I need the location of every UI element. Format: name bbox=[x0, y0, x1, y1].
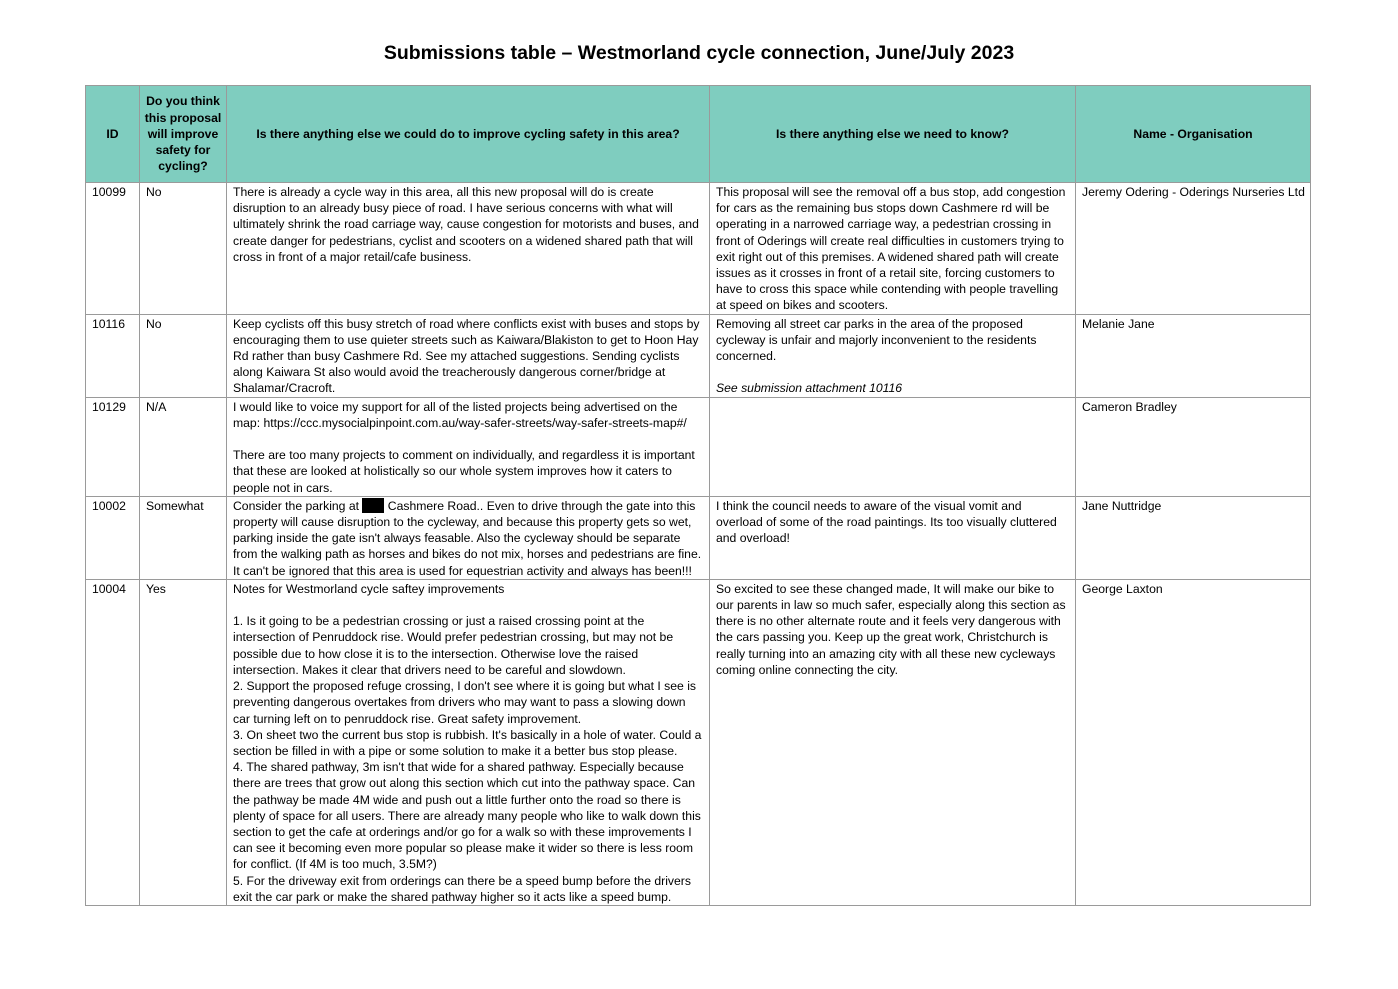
suggestion-lead: Consider the parking at bbox=[233, 498, 360, 513]
spacer bbox=[716, 364, 1070, 380]
header-need-to-know: Is there anything else we need to know? bbox=[710, 86, 1076, 183]
table-row bbox=[86, 183, 1311, 315]
cell-id: 10129 bbox=[86, 397, 140, 496]
cell-improve: Yes bbox=[140, 579, 227, 905]
submissions-table bbox=[85, 85, 1311, 906]
header-improve-safety: Do you think this proposal will improve safety for cycling? bbox=[140, 86, 227, 183]
cell-name: Jeremy Odering - Oderings Nurseries Ltd bbox=[1076, 183, 1311, 315]
header-id: ID bbox=[86, 86, 140, 183]
attachment-note: See submission attachment 10116 bbox=[716, 381, 903, 396]
cell-name: Melanie Jane bbox=[1076, 314, 1311, 397]
table-row bbox=[86, 496, 1311, 579]
header-improve-suggestion: Is there anything else we could do to improve cycling safety in this area? bbox=[227, 86, 710, 183]
header-name-organisation: Name - Organisation bbox=[1076, 86, 1311, 183]
cell-name: Cameron Bradley bbox=[1076, 397, 1311, 496]
table-header-row bbox=[86, 86, 1311, 183]
cell-name: Jane Nuttridge bbox=[1076, 496, 1311, 579]
cell-improve: N/A bbox=[140, 397, 227, 496]
cell-need-to-know: This proposal will see the removal off a bus stop, add congestion for cars as the remaining bus stops down Cashmere rd will be operating in a narrowed carriage way, a pedestrian crossing in front of Oderings will create real difficulties in customers trying to exit right out of this premises. A widened shared path will create issues as it crosses in front of a retail site, forcing customers to have to cross this space while contending with people travelling at speed on bikes and scooters. bbox=[710, 183, 1076, 315]
cell-id: 10004 bbox=[86, 579, 140, 905]
cell-id: 10116 bbox=[86, 314, 140, 397]
cell-suggestion bbox=[227, 496, 710, 579]
cell-need-to-know bbox=[710, 314, 1076, 397]
redaction-block bbox=[362, 498, 384, 513]
cell-id: 10002 bbox=[86, 496, 140, 579]
cell-suggestion: Keep cyclists off this busy stretch of road where conflicts exist with buses and stops by encouraging them to use quieter streets such as Kaiwara/Blakiston to get to Hoon Hay Rd rather than busy Cashmere Rd. See my attached suggestions. Sending cyclists along Kaiwara St also would avoid the treacherously dangerous corner/bridge at Shalamar/Cracroft. bbox=[227, 314, 710, 397]
suggestion-rest: Cashmere Road.. Even to drive through the gate into this property will cause disruption to the cycleway, and because this property gets so wet, parking inside the gate isn't always feasable. Also the cycleway should be separate from the walking path as horses and bikes do not mix, horses and pedestrians are fine. It can't be ignored that this area is used for equestrian activity and always has been!!! bbox=[233, 498, 702, 578]
cell-need-to-know: So excited to see these changed made, It will make our bike to our parents in law so much safer, especially along this section as there is no other alternate route and it feels very dangerous with the cars passing you. Keep up the great work, Christchurch is really turning into an amazing city with all these new cycleways coming online connecting the city. bbox=[710, 579, 1076, 905]
cell-suggestion: I would like to voice my support for all of the listed projects being advertised on the map: https://ccc.mysocialpinpoint.com.au/way-safer-streets/way-safer-streets-map#/ There are too many projects to comment on individually, and regardless it is important that these are looked at holistically so our whole system improves how it caters to people not in cars. bbox=[227, 397, 710, 496]
table-row bbox=[86, 397, 1311, 496]
cell-suggestion: Notes for Westmorland cycle saftey improvements 1. Is it going to be a pedestrian crossing or just a raised crossing point at the intersection of Penruddock rise. Would prefer pedestrian crossing, but may not be possible due to how close it is to the intersection. Otherwise love the raised intersection. Makes it clear that drivers need to be careful and slowdown. 2. Support the proposed refuge crossing, I don't see where it is going but what I see is preventing dangerous overtakes from drivers who may want to pass a slowing down car turning left on to penruddock rise. Great safety improvement. 3. On sheet two the current bus stop is rubbish. It's basically in a hole of water. Could a section be filled in with a pipe or some solution to make it a better bus stop please. 4. The shared pathway, 3m isn't that wide for a shared pathway. Especially because there are trees that grow out along this section which cut into the pathway space. Can the pathway be made 4M wide and push out a little further onto the road so there is plenty of space for all users. There are already many people who like to walk down this section to get the cafe at orderings and/or go for a walk so with these improvements I can see it becoming even more popular so please make it wider so there is less room for conflict. (If 4M is too much, 3.5M?) 5. For the driveway exit from orderings can there be a speed bump before the drivers exit the car park or make the shared pathway higher so it acts like a speed bump. bbox=[227, 579, 710, 905]
page-title: Submissions table – Westmorland cycle connection, June/July 2023 bbox=[383, 42, 1015, 64]
table-row bbox=[86, 314, 1311, 397]
table-row bbox=[86, 579, 1311, 905]
cell-need-to-know: I think the council needs to aware of the visual vomit and overload of some of the road paintings. Its too visually cluttered and overload! bbox=[710, 496, 1076, 579]
cell-name: George Laxton bbox=[1076, 579, 1311, 905]
cell-suggestion: There is already a cycle way in this area, all this new proposal will do is create disruption to an already busy piece of road. I have serious concerns with what will ultimately shrink the road carriage way, cause congestion for motorists and buses, and create danger for pedestrians, cyclist and scooters on a widened shared path that will cross in front of a major retail/cafe business. bbox=[227, 183, 710, 315]
cell-improve: Somewhat bbox=[140, 496, 227, 579]
need-to-know-text: Removing all street car parks in the area of the proposed cycleway is unfair and majorly inconvenient to the residents concerned. bbox=[716, 316, 1037, 364]
cell-improve: No bbox=[140, 183, 227, 315]
cell-id: 10099 bbox=[86, 183, 140, 315]
cell-improve: No bbox=[140, 314, 227, 397]
cell-need-to-know bbox=[710, 397, 1076, 496]
